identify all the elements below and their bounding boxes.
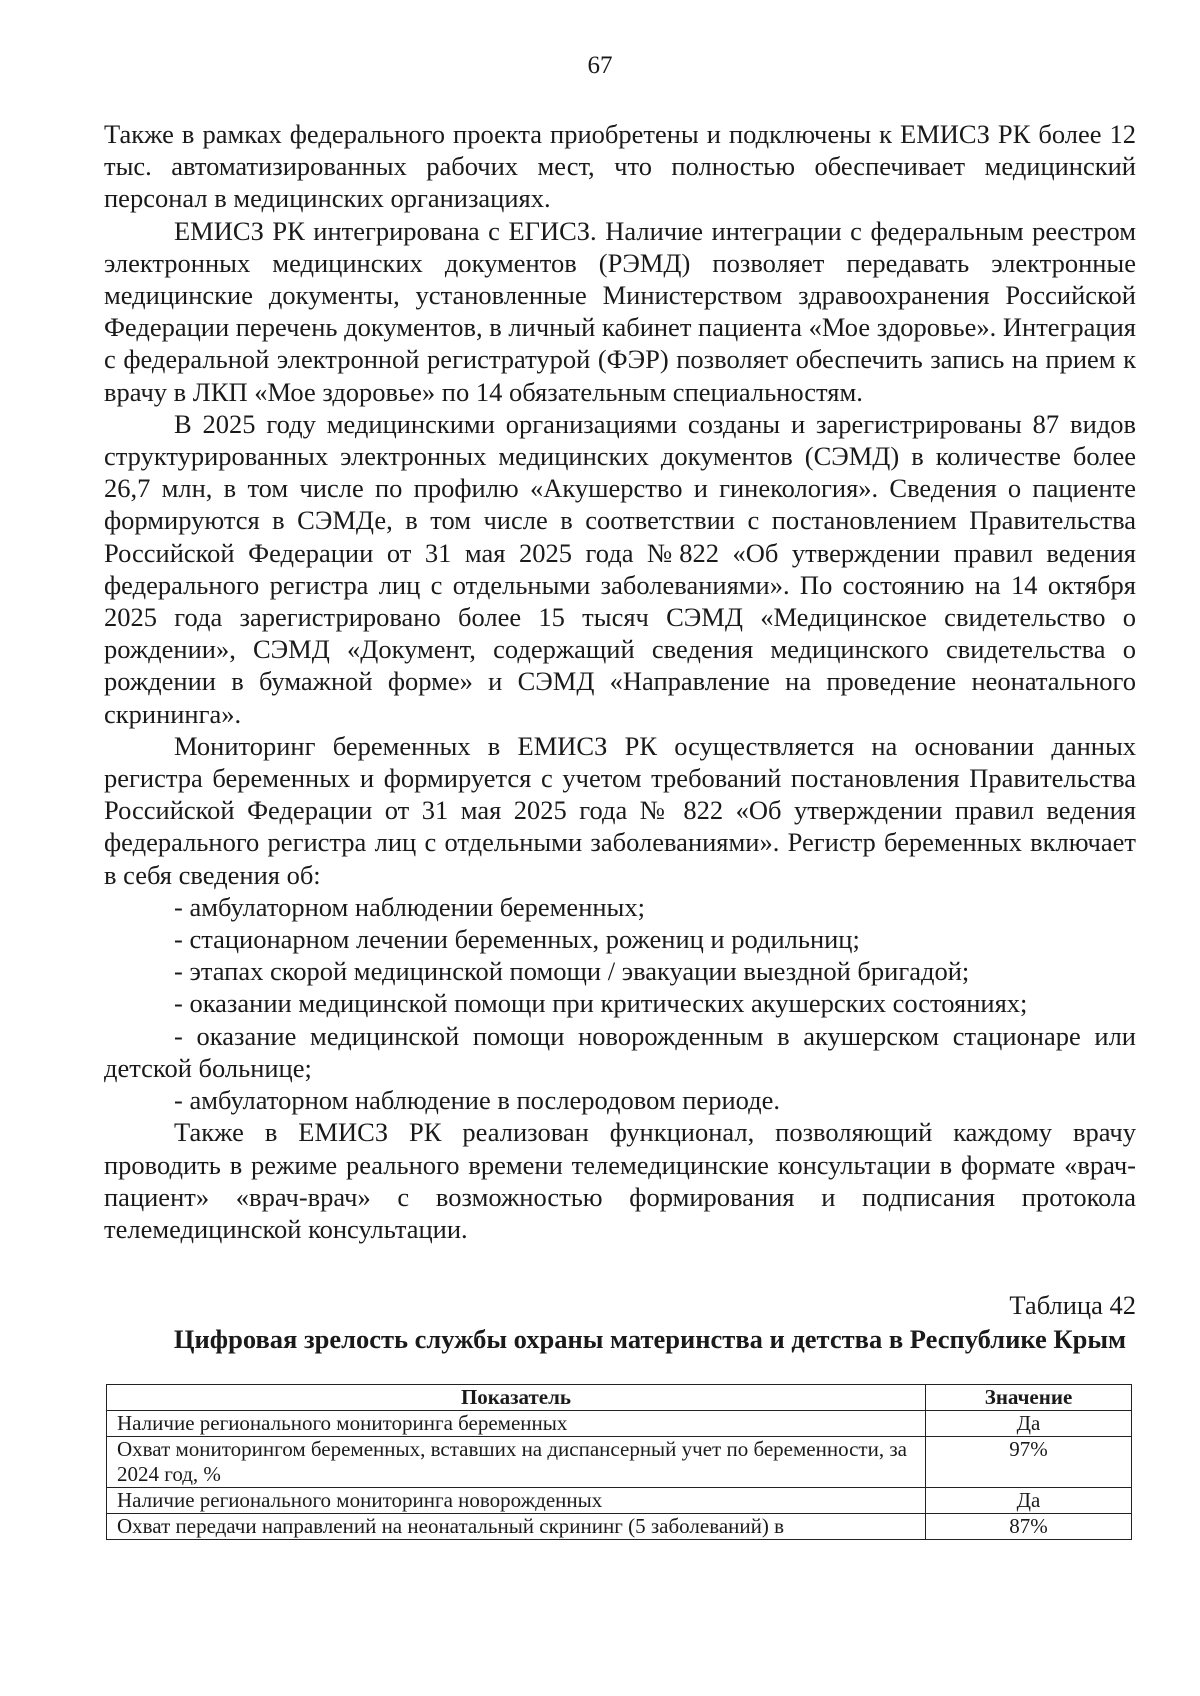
list-item: - амбулаторном наблюдение в послеродовом периоде. (174, 1085, 780, 1116)
paragraph: ЕМИСЗ РК интегрирована с ЕГИСЗ. Наличие интеграции с федеральным реестром электронных медицинских документов (РЭМД) позволяет передавать электронные медицинские документы, установленные Министерством здравоохранения Российской Федерации перечень документов, в личный кабинет пациента «Мое здоровье». Интеграция с федеральной электронной регистратурой (ФЭР) позволяет обеспечить запись на прием к врачу в ЛКП «Мое здоровье» по 14 обязательным специальностям. (104, 215, 1136, 407)
table-cell: Да (926, 1488, 1132, 1514)
column-header: Показатель (107, 1385, 926, 1411)
data-table (106, 1384, 1132, 1540)
table-cell: Охват передачи направлений на неонатальный скрининг (5 заболеваний) в (107, 1514, 926, 1540)
table-row (107, 1488, 1132, 1514)
table-cell: 87% (926, 1514, 1132, 1540)
table-header-row (107, 1385, 1132, 1411)
page-number: 67 (587, 52, 613, 79)
list-item: - стационарном лечении беременных, рожениц и родильниц; (174, 924, 860, 955)
list-item: - этапах скорой медицинской помощи / эвакуации выездной бригадой; (174, 956, 970, 987)
paragraph: В 2025 году медицинскими организациями созданы и зарегистрированы 87 видов структурированных электронных медицинских документов (СЭМД) в количестве более 26,7 млн, в том числе по профилю «Акушерство и гинекология». Сведения о пациенте формируются в СЭМДе, в том числе в соответствии с постановлением Правительства Российской Федерации от 31 мая 2025 года №822 «Об утверждении правил ведения федерального регистра лиц с отдельными заболеваниями». По состоянию на 14 октября 2025 года зарегистрировано более 15 тысяч СЭМД «Медицинское свидетельство о рождении», СЭМД «Документ, содержащий сведения медицинского свидетельства о рождении в бумажной форме» и СЭМД «Направление на проведение неонатального скрининга». (104, 408, 1136, 729)
table-title: Цифровая зрелость службы охраны материнства и детства в Республике Крым (173, 1324, 1127, 1354)
list-item: - оказании медицинской помощи при критических акушерских состояниях; (174, 988, 1028, 1019)
table-cell: Да (926, 1411, 1132, 1437)
table-row (107, 1437, 1132, 1488)
table-row (107, 1411, 1132, 1437)
table-caption: Таблица 42 (1009, 1290, 1136, 1320)
table-cell: Наличие регионального мониторинга беременных (107, 1411, 926, 1437)
paragraph: Также в рамках федерального проекта приобретены и подключены к ЕМИСЗ РК более 12 тыс. автоматизированных рабочих мест, что полностью обеспечивает медицинский персонал в медицинских организациях. (104, 119, 1136, 214)
table-cell: 97% (926, 1437, 1132, 1488)
table-row (107, 1514, 1132, 1540)
list-item: - оказание медицинской помощи новорожденным в акушерском стационаре или детской больнице; (104, 1020, 1136, 1083)
table-cell: Охват мониторингом беременных, вставших на диспансерный учет по беременности, за 2024 год, % (107, 1437, 926, 1488)
paragraph: Мониторинг беременных в ЕМИСЗ РК осуществляется на основании данных регистра беременных и формируется с учетом требований постановления Правительства Российской Федерации от 31 мая 2025 года № 822 «Об утверждении правил ведения федерального регистра лиц с отдельными заболеваниями». Регистр беременных включает в себя сведения об: (104, 730, 1136, 890)
paragraph: Также в ЕМИСЗ РК реализован функционал, позволяющий каждому врачу проводить в режиме реального времени телемедицинские консультации в формате «врач-пациент» «врач-врач» с возможностью формирования и подписания протокола телемедицинской консультации. (104, 1117, 1136, 1244)
table-cell: Наличие регионального мониторинга новорожденных (107, 1488, 926, 1514)
column-header: Значение (926, 1385, 1132, 1411)
list-item: - амбулаторном наблюдении беременных; (174, 891, 645, 922)
document-body (104, 118, 1136, 1245)
